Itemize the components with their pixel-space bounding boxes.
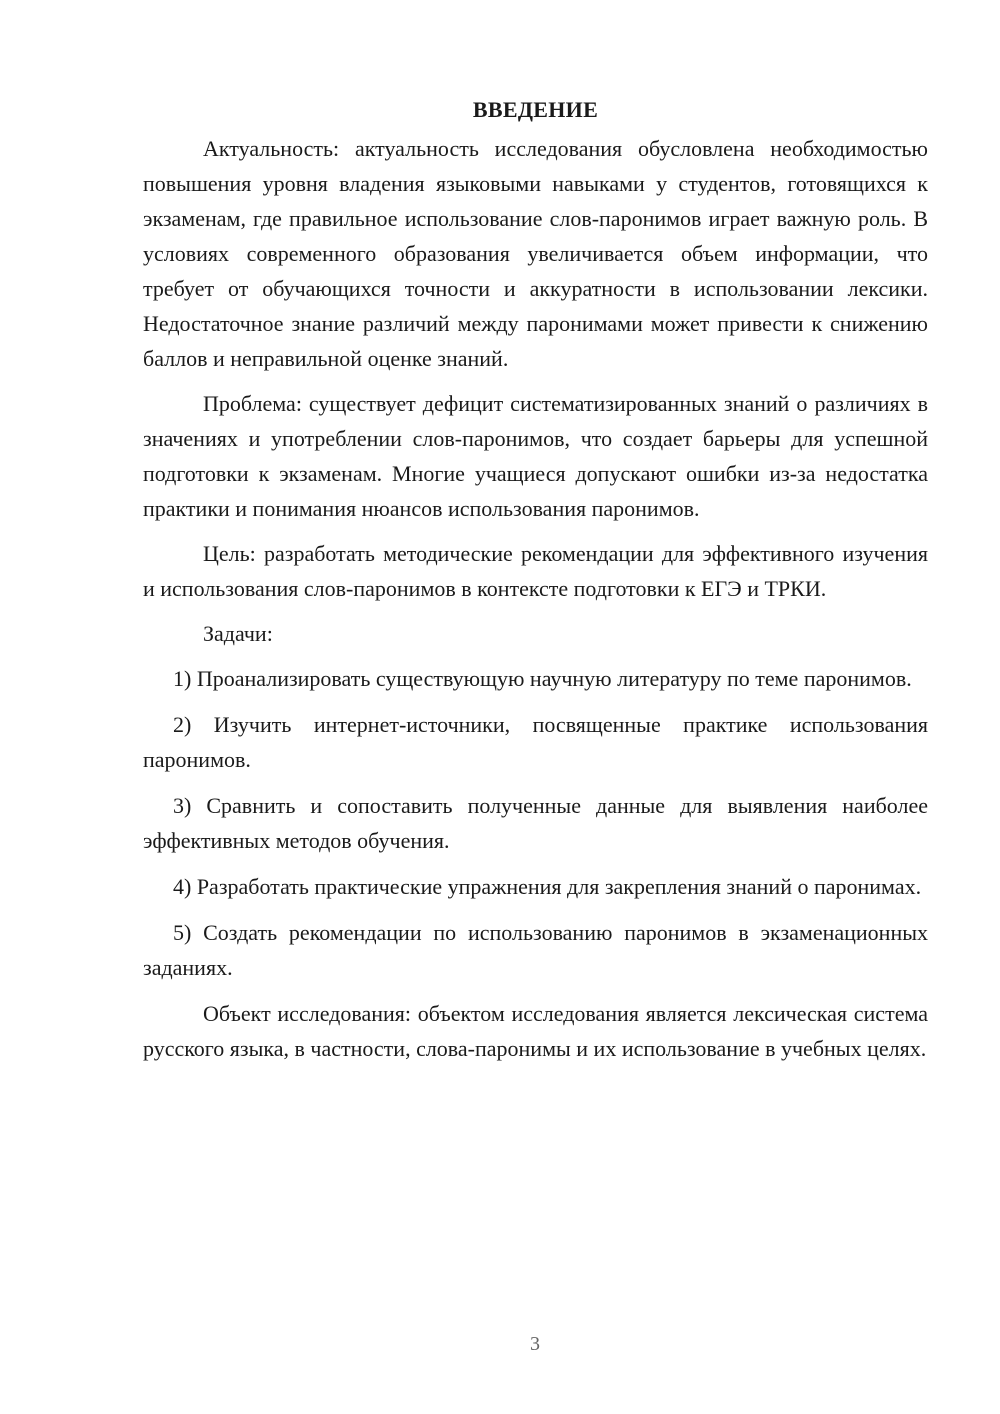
problem-paragraph: Проблема: существует дефицит систематизированных знаний о различиях в значениях и употреблении слов-паронимов, что создает барьеры для успешной подготовки к экзаменам. Многие учащиеся допускают ошибки из-за недостатка практики и понимания нюансов использования паронимов. xyxy=(143,391,928,521)
task-item-4: 4) Разработать практические упражнения для закрепления знаний о паронимах. xyxy=(173,874,922,899)
tasks-label: Задачи: xyxy=(203,621,273,646)
section-heading: ВВЕДЕНИЕ xyxy=(472,97,599,122)
task-item-1: 1) Проанализировать существующую научную литературу по теме паронимов. xyxy=(173,666,912,691)
page-number: 3 xyxy=(530,1333,540,1355)
object-paragraph: Объект исследования: объектом исследования является лексическая система русского языка, в частности, слова-паронимы и их использование в учебных целях. xyxy=(143,1001,928,1061)
page-content xyxy=(143,92,928,1076)
goal-paragraph: Цель: разработать методические рекомендации для эффективного изучения и использования слов-паронимов в контексте подготовки к ЕГЭ и ТРКИ. xyxy=(143,541,928,601)
relevance-paragraph: Актуальность: актуальность исследования обусловлена необходимостью повышения уровня владения языковыми навыками у студентов, готовящихся к экзаменам, где правильное использование слов-паронимов играет важную роль. В условиях современного образования увеличивается объем информации, что требует от обучающихся точности и аккуратности в использовании лексики. Недостаточное знание различий между паронимами может привести к снижению баллов и неправильной оценке знаний. xyxy=(143,136,928,371)
task-item-2: 2) Изучить интернет-источники, посвященные практике использования паронимов. xyxy=(143,712,928,772)
task-item-5: 5) Создать рекомендации по использованию паронимов в экзаменационных заданиях. xyxy=(143,920,928,980)
task-item-3: 3) Сравнить и сопоставить полученные данные для выявления наиболее эффективных методов обучения. xyxy=(143,793,928,853)
